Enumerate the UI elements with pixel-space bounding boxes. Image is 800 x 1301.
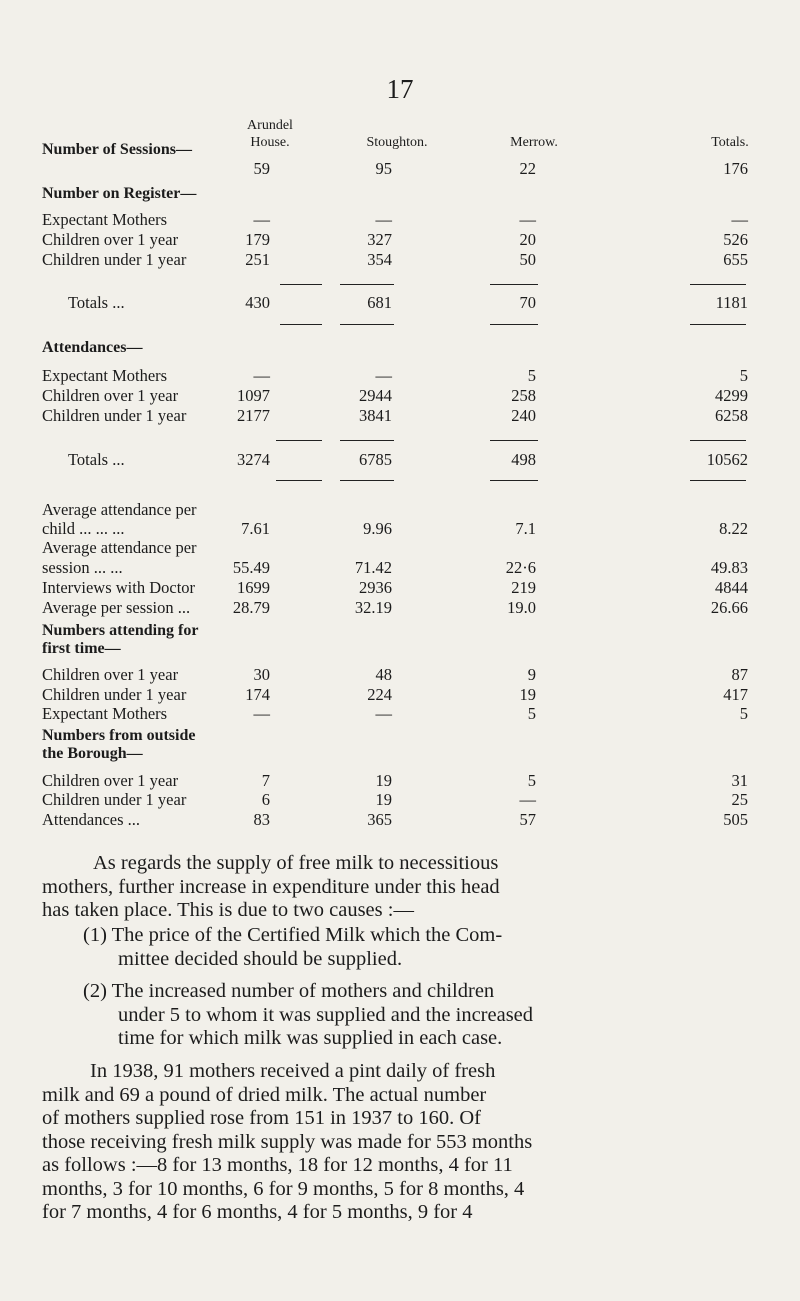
divider [280,324,322,325]
table-row: Expectant Mothers — — — — [42,210,748,229]
table-row-register-totals: Totals ... 430 681 70 1181 [68,293,748,312]
table-row: Attendances ... 83 365 57 505 [42,810,748,829]
table-row: Expectant Mothers — — 5 5 [42,366,748,385]
table-row-avg-session: session ... ... 55.49 71.42 22·6 49.83 [42,558,748,577]
divider [490,440,538,441]
cell-merrow: 22 [519,159,536,178]
table-row: Children under 1 year 6 19 — 25 [42,790,748,809]
section-heading-outside: Numbers from outside [42,727,196,744]
table-row: Expectant Mothers — — 5 5 [42,704,748,723]
divider [276,480,322,481]
paragraph-1938-figures: In 1938, 91 mothers received a pint daily of fresh milk and 69 a pound of dried milk. The actual number of mothers supplied rose from 151 in 1937 to 160. Of those receiving fresh milk supply was made for 553 months as follows :—8 for 13 months, 18 for 12 months, 4 for 11 months, 3 for 10 months, 6 for 9 months, 5 for 8 months, 4 for 7 months, 4 for 6 months, 4 for 5 months, 9 for 4 [42,1060,533,1223]
divider [276,440,322,441]
page-number: 17 [386,74,414,104]
divider [340,324,394,325]
paragraph-milk-supply: As regards the supply of free milk to necessitious mothers, further increase in expenditure under this head has taken place. This is due to two causes :— [42,852,500,921]
section-heading-first-time-2: first time— [42,640,121,657]
table-row: Children over 1 year 179 327 20 526 [42,230,748,249]
divider [690,284,746,285]
table-row: Children over 1 year 7 19 5 31 [42,771,748,790]
divider [340,440,394,441]
section-heading-register: Number on Register— [42,185,197,202]
table-row: Children under 1 year 251 354 50 655 [42,250,748,269]
divider [490,284,538,285]
divider [690,324,746,325]
list-item-cause-2: (2) The increased number of mothers and children under 5 to whom it was supplied and the increased time for which milk was supplied in each case. [83,980,534,1049]
divider [340,284,394,285]
col-header-totals: Totals. [711,135,749,150]
col-header-arundel: Arundel House. [247,118,293,150]
cell-totals: 176 [723,159,748,178]
divider [690,440,746,441]
table-row-avg-session-label: Average attendance per [42,538,197,557]
divider [490,480,538,481]
section-heading-attendances: Attendances— [42,339,143,356]
table-row-sessions-values [0,158,800,180]
col-header-stoughton: Stoughton. [366,135,428,150]
table-row: Children under 1 year 2177 3841 240 6258 [42,406,748,425]
table-row: Children under 1 year 174 224 19 417 [42,685,748,704]
divider [340,480,394,481]
divider [490,324,538,325]
list-item-cause-1: (1) The price of the Certified Milk which the Com- mittee decided should be supplied. [83,924,503,970]
table-row-avg-child: child ... ... ... 7.61 9.96 7.1 8.22 [42,519,748,538]
divider [280,284,322,285]
table-row-interviews: Interviews with Doctor 1699 2936 219 4844 [42,578,748,597]
table-row: Children over 1 year 1097 2944 258 4299 [42,386,748,405]
section-heading-first-time: Numbers attending for [42,622,199,639]
table-row-avg-child-label: Average attendance per [42,500,197,519]
table-row: Children over 1 year 30 48 9 87 [42,665,748,684]
col-header-merrow: Merrow. [510,135,558,150]
section-heading-outside-2: the Borough— [42,745,143,762]
divider [690,480,746,481]
row-label: Number of Sessions— [42,141,192,158]
cell-stoughton: 95 [375,159,392,178]
cell-arundel: 59 [253,159,270,178]
table-row-avg-per-session: Average per session ... 28.79 32.19 19.0 26.66 [42,598,748,617]
table-row-attendance-totals: Totals ... 3274 6785 498 10562 [68,450,748,469]
